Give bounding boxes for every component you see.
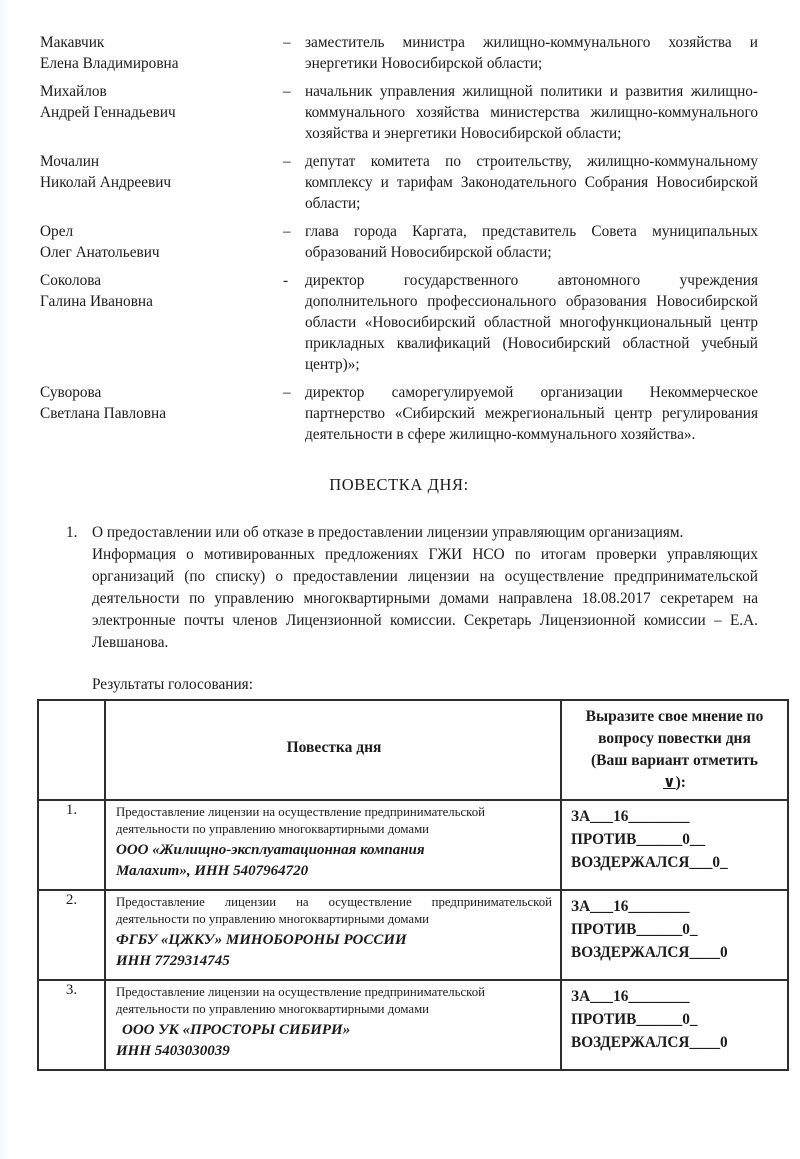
- row-vote-cell: [561, 980, 788, 1070]
- member-surname: Соколова: [40, 272, 102, 289]
- member-position: директор государственного автономного учреждения дополнительного профессионального образования Новосибирской области «Новосибирский областной многофункциональный центр прикладных квалификаций (Новосибирский областной учебный центр)»;: [305, 272, 758, 373]
- header-vote-mark-line: [568, 772, 781, 794]
- license-description: Предоставление лицензии на осуществление предпринимательской деятельности по управлению многоквартирными домами: [116, 895, 552, 926]
- dash-separator: –: [283, 83, 291, 100]
- member-surname: Мочалин: [40, 153, 100, 170]
- vote-protiv: ПРОТИВ______0__: [571, 831, 706, 848]
- vote-za: ЗА___16________: [571, 898, 690, 915]
- voting-results-label: Результаты голосования:: [92, 676, 253, 693]
- member-row: [40, 151, 758, 214]
- company-line1: ООО «Жилищно-эксплуатационная компания: [116, 842, 425, 858]
- agenda-heading: ПОВЕСТКА ДНЯ:: [329, 475, 469, 494]
- company-line1: ООО УК «ПРОСТОРЫ СИБИРИ»: [122, 1022, 351, 1038]
- row-number: 3.: [38, 980, 105, 1070]
- member-row: [40, 382, 758, 445]
- member-position: депутат комитета по строительству, жилищно-коммунальному комплексу и тарифам Законодательного Собрания Новосибирской области;: [305, 153, 758, 212]
- agenda-item-detail: Информация о мотивированных предложениях ГЖИ НСО по итогам проверки управляющих организаций (по списку) о предоставлении лицензии на осуществление предпринимательской деятельности по управлению многоквартирными домами направлена 18.08.2017 секретарем на электронные почты членов Лицензионной комиссии. Секретарь Лицензионной комиссии – Е.А. Левшанова.: [92, 546, 758, 651]
- company-line2: ИНН 5403030039: [116, 1043, 230, 1059]
- company-line1: ФГБУ «ЦЖКУ» МИНОБОРОНЫ РОССИИ: [116, 932, 407, 948]
- header-vote-cell: [561, 700, 788, 800]
- member-row: [40, 81, 758, 144]
- company-name: [116, 840, 552, 882]
- header-agenda-cell: Повестка дня: [105, 700, 561, 800]
- member-surname: Михайлов: [40, 83, 107, 100]
- member-position: глава города Каргата, представитель Совета муниципальных образований Новосибирской области;: [305, 223, 758, 261]
- row-vote-cell: [561, 800, 788, 890]
- header-number-cell: [38, 700, 105, 800]
- header-vote-line1: Выразите свое мнение по: [585, 708, 764, 725]
- member-given-names: Олег Анатольевич: [40, 244, 160, 261]
- dash-separator: –: [283, 223, 291, 240]
- member-position: начальник управления жилищной политики и развития жилищно-коммунального хозяйства министерства жилищно-коммунального хозяйства и энергетики Новосибирской области;: [305, 83, 758, 142]
- member-name: [40, 382, 283, 445]
- row-agenda-cell: [105, 890, 561, 980]
- license-description: Предоставление лицензии на осуществление предпринимательской деятельности по управлению многоквартирными домами: [116, 805, 485, 836]
- member-given-names: Галина Ивановна: [40, 293, 153, 310]
- vote-protiv: ПРОТИВ______0_: [571, 1011, 698, 1028]
- vote-protiv: ПРОТИВ______0_: [571, 921, 698, 938]
- company-name: [116, 930, 552, 972]
- row-number: 1.: [38, 800, 105, 890]
- member-row: [40, 270, 758, 375]
- header-vote-mark-suffix: ):: [675, 774, 686, 791]
- company-line2: ИНН 7729314745: [116, 953, 230, 969]
- vote-vozderzhalsya: ВОЗДЕРЖАЛСЯ____0: [571, 1034, 728, 1051]
- member-given-names: Николай Андреевич: [40, 174, 172, 191]
- member-given-names: Андрей Геннадьевич: [40, 104, 176, 121]
- agenda-item-number: 1.: [66, 524, 78, 541]
- vote-vozderzhalsya: ВОЗДЕРЖАЛСЯ___0_: [571, 854, 728, 871]
- row-number: 2.: [38, 890, 105, 980]
- table-row: [38, 800, 788, 890]
- vote-vozderzhalsya: ВОЗДЕРЖАЛСЯ____0: [571, 944, 728, 961]
- dash-separator: –: [283, 153, 291, 170]
- agenda-item-text: О предоставлении или об отказе в предоставлении лицензии управляющим организациям.: [92, 524, 684, 541]
- member-surname: Орел: [40, 223, 74, 240]
- dash-separator: –: [283, 384, 291, 401]
- company-line2: Малахит», ИНН 5407964720: [116, 863, 309, 879]
- agenda-item-1: [66, 522, 758, 654]
- company-name: [116, 1020, 552, 1062]
- member-name: [40, 270, 283, 375]
- header-vote-line2: вопросу повестки дня: [598, 730, 751, 747]
- member-name: [40, 81, 283, 144]
- member-name: [40, 32, 283, 74]
- member-row: [40, 32, 758, 74]
- member-given-names: Светлана Павловна: [40, 405, 166, 422]
- member-given-names: Елена Владимировна: [40, 55, 179, 72]
- table-header-row: [38, 700, 788, 800]
- member-position: директор саморегулируемой организации Некоммерческое партнерство «Сибирский межрегиональный центр регулирования деятельности в сфере жилищно-коммунального хозяйства».: [305, 384, 758, 443]
- member-row: [40, 221, 758, 263]
- member-surname: Суворова: [40, 384, 102, 401]
- voting-results-table: [37, 699, 789, 1071]
- member-surname: Макавчик: [40, 34, 105, 51]
- row-vote-cell: [561, 890, 788, 980]
- table-row: [38, 980, 788, 1070]
- row-agenda-cell: [105, 980, 561, 1070]
- vote-za: ЗА___16________: [571, 988, 690, 1005]
- member-position: заместитель министра жилищно-коммунального хозяйства и энергетики Новосибирской области;: [305, 34, 758, 72]
- table-row: [38, 890, 788, 980]
- dash-separator: -: [283, 272, 289, 289]
- license-description: Предоставление лицензии на осуществление предпринимательской деятельности по управлению многоквартирными домами: [116, 985, 485, 1016]
- member-name: [40, 151, 283, 214]
- check-mark-glyph: ∨: [663, 774, 676, 791]
- member-name: [40, 221, 283, 263]
- row-agenda-cell: [105, 800, 561, 890]
- vote-za: ЗА___16________: [571, 808, 690, 825]
- dash-separator: –: [283, 34, 291, 51]
- members-list: [40, 32, 758, 445]
- header-vote-line3: (Ваш вариант отметить: [590, 752, 758, 769]
